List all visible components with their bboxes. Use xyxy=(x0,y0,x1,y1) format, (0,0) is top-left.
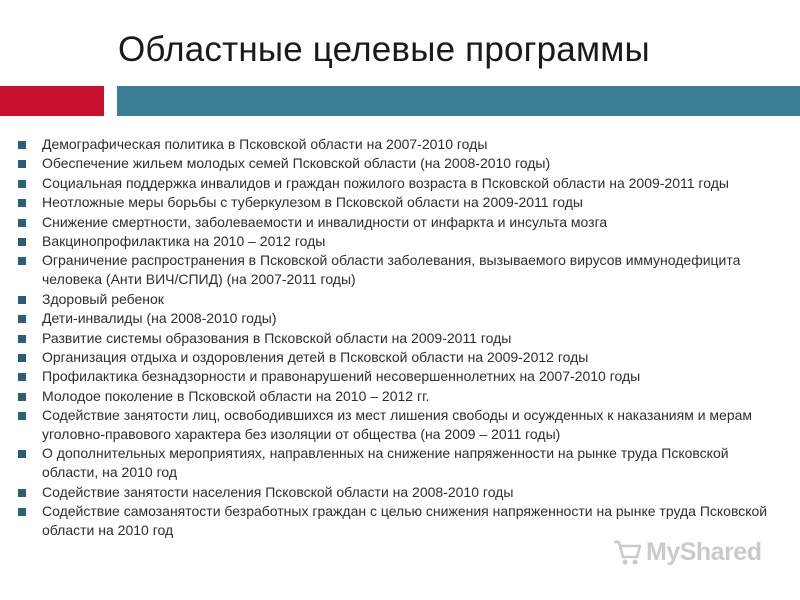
accent-bar-red xyxy=(0,86,104,116)
list-item-text: Неотложные меры борьбы с туберкулезом в Псковской области на 2009-2011 годы xyxy=(42,194,583,211)
square-bullet-icon xyxy=(18,354,26,362)
list-item-text: Молодое поколение в Псковской области на 2010 – 2012 гг. xyxy=(42,387,430,404)
square-bullet-icon xyxy=(18,412,26,420)
square-bullet-icon xyxy=(18,508,26,516)
square-bullet-icon xyxy=(18,199,26,207)
list-item xyxy=(18,502,788,540)
list-item xyxy=(18,174,788,193)
list-item xyxy=(18,135,788,154)
list-item xyxy=(18,213,788,232)
square-bullet-icon xyxy=(18,141,26,149)
list-item xyxy=(18,483,788,502)
list-item-text: Развитие системы образования в Псковской области на 2009-2011 годы xyxy=(42,329,512,346)
list-item-text: Демографическая политика в Псковской области на 2007-2010 годы xyxy=(42,136,488,152)
list-item xyxy=(18,154,788,173)
program-list xyxy=(18,135,788,541)
square-bullet-icon xyxy=(18,238,26,246)
list-item xyxy=(18,232,788,251)
square-bullet-icon xyxy=(18,219,26,227)
list-item xyxy=(18,193,788,212)
list-item xyxy=(18,444,788,482)
watermark-text: MyShared xyxy=(646,538,762,566)
list-item-text: Социальная поддержка инвалидов и граждан пожилого возраста в Псковской области на 2009-2011 годы xyxy=(42,174,729,191)
list-item xyxy=(18,251,788,289)
square-bullet-icon xyxy=(18,180,26,188)
slide-title: Областные целевые программы xyxy=(118,30,650,69)
list-item-text: Содействие занятости лиц, освободившихся из мест лишения свободы и осужденных к наказаниям и мерам уголовно-правового характера без изоляции от общества (на 2009 – 2011 годы) xyxy=(42,407,753,443)
list-item-text: Содействие самозанятости безработных граждан с целью снижения напряженности на рынке труда Псковской области на 2010 год xyxy=(42,503,768,539)
list-item-text: Содействие занятости населения Псковской области на 2008-2010 годы xyxy=(42,483,514,500)
list-item xyxy=(18,348,788,367)
accent-bar-teal xyxy=(117,86,800,116)
list-item-text: Здоровый ребенок xyxy=(42,290,164,307)
square-bullet-icon xyxy=(18,160,26,168)
square-bullet-icon xyxy=(18,489,26,497)
list-item xyxy=(18,367,788,386)
list-item-text: Дети-инвалиды (на 2008-2010 годы) xyxy=(42,310,277,327)
list-item-text: Обеспечение жильем молодых семей Псковской области (на 2008-2010 годы) xyxy=(42,155,551,172)
list-item xyxy=(18,406,788,444)
list-item-text: Вакцинопрофилактика на 2010 – 2012 годы xyxy=(42,232,326,249)
watermark xyxy=(612,538,761,567)
list-item-text: Профилактика безнадзорности и правонарушений несовершеннолетних на 2007-2010 годы xyxy=(42,368,641,385)
square-bullet-icon xyxy=(18,373,26,381)
list-item xyxy=(18,309,788,328)
square-bullet-icon xyxy=(18,257,26,265)
square-bullet-icon xyxy=(18,296,26,304)
list-item xyxy=(18,290,788,309)
square-bullet-icon xyxy=(18,450,26,458)
list-item-text: Ограничение распространения в Псковской области заболевания, вызываемого вирусов иммунодефицита человека (Анти ВИЧ/СПИД) (на 2007-2011 годы) xyxy=(42,252,741,288)
list-item-text: Организация отдыха и оздоровления детей в Псковской области на 2009-2012 годы xyxy=(42,348,589,365)
square-bullet-icon xyxy=(18,315,26,323)
list-item-text: О дополнительных мероприятиях, направленных на снижение напряженности на рынке труда Псковской области, на 2010 год xyxy=(42,445,729,481)
list-item xyxy=(18,329,788,348)
cart-icon xyxy=(612,539,642,567)
square-bullet-icon xyxy=(18,393,26,401)
square-bullet-icon xyxy=(18,335,26,343)
list-item-text: Снижение смертности, заболеваемости и инвалидности от инфаркта и инсульта мозга xyxy=(42,213,608,230)
list-item xyxy=(18,387,788,406)
